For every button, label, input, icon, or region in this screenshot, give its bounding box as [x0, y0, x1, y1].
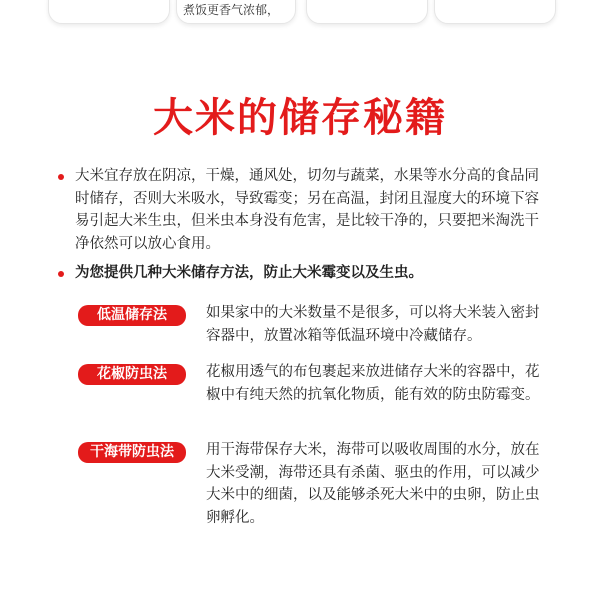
- intro-paragraph: 大米宜存放在阴凉，干燥，通风处，切勿与蔬菜，水果等水分高的食品同时储存，否则大米吸水，导致霉变；另在高温，封闭且湿度大的环境下容易引起大米生虫，但米虫本身没有危害，是比较干净的，只要把米淘洗干净依然可以放心食用。: [75, 168, 539, 252]
- method-desc-pepper: 花椒用透气的布包裹起来放进储存大米的容器中，花椒中有纯天然的抗氧化物质，能有效的防虫防霉变。: [206, 364, 540, 403]
- top-card-text: 煮饭更香气浓郁，: [183, 3, 280, 17]
- bullet-dot: [58, 174, 64, 180]
- method-desc-kelp: 用干海带保存大米，海带可以吸收周围的水分，放在大米受潮，海带还具有杀菌、驱虫的作用，可以减少大米中的细菌，以及能够杀死大米中的虫卵，防止虫卵孵化。: [206, 442, 540, 526]
- method-tag-kelp: 干海带防虫法: [78, 442, 186, 463]
- methods-subheading: 为您提供几种大米储存方法，防止大米霉变以及生虫。: [75, 265, 423, 281]
- page-title: 大米的储存秘籍: [153, 95, 447, 141]
- top-card-3[interactable]: [306, 0, 428, 24]
- method-tag-low-temp: 低温储存法: [78, 305, 186, 326]
- method-desc-low-temp: 如果家中的大米数量不是很多，可以将大米装入密封容器中，放置冰箱等低温环境中冷藏储存。: [206, 305, 540, 344]
- top-card-1[interactable]: [48, 0, 170, 24]
- top-card-4[interactable]: [434, 0, 556, 24]
- top-card-2[interactable]: [176, 0, 296, 24]
- bullet-dot: [58, 271, 64, 277]
- method-tag-pepper: 花椒防虫法: [78, 364, 186, 385]
